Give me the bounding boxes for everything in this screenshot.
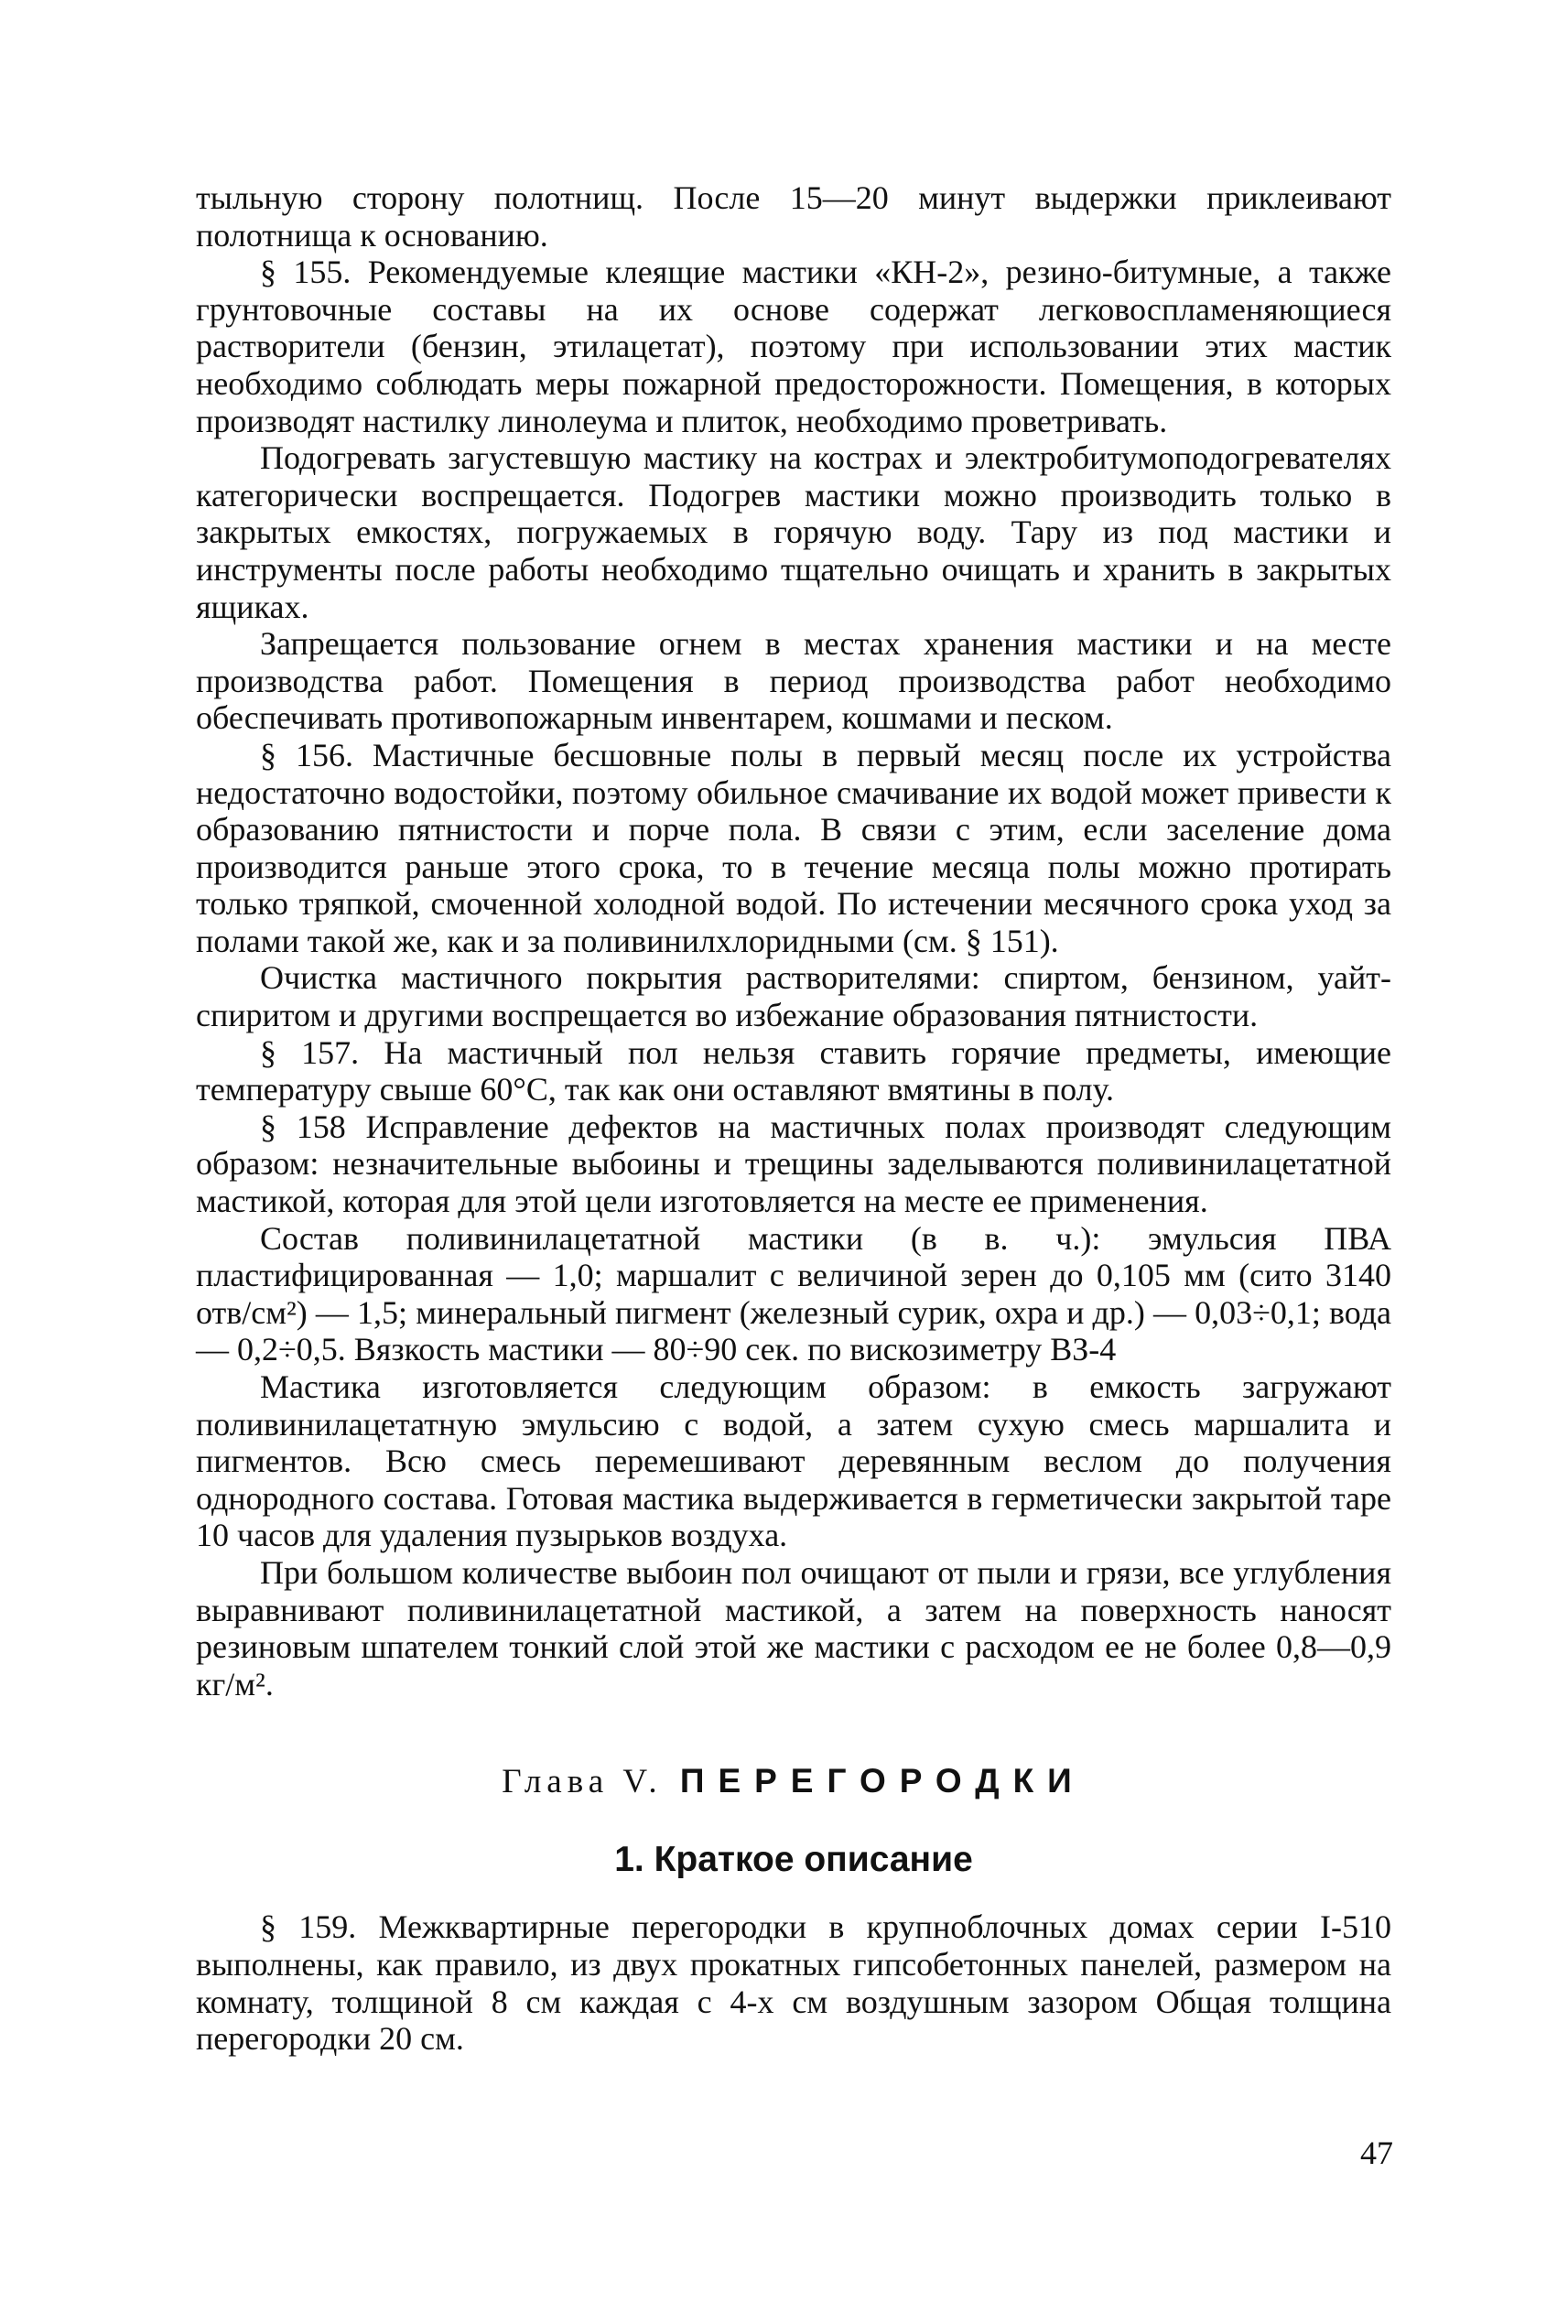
paragraph-159: § 159. Межквартирные перегородки в крупноблочных домах серии I-510 выполнены, как правило, из двух прокатных гипсобетонных панелей, размером на комнату, толщиной 8 см каждая с 4-х см воздушным зазором Общая толщина перегородки 20 см. [196, 1908, 1391, 2058]
chapter-label: Глава V. [502, 1763, 663, 1801]
text-column [196, 179, 1391, 2058]
paragraph-156: § 156. Мастичные бесшовные полы в первый месяц после их устройства недостаточно водостойки, поэтому обильное смачивание их водой может привести к образованию пятнистости и порче пола. В связи с этим, если заселение дома производится раньше этого срока, то в течение месяца полы можно протирать только тряпкой, смоченной холодной водой. По истечении месячного срока уход за полами такой же, как и за поливинилхлоридными (см. § 151). [196, 736, 1391, 959]
paragraph-repair-procedure: При большом количестве выбоин пол очищают от пыли и грязи, все углубления выравнивают поливинилацетатной мастикой, а затем на поверхность наносят резиновым шпателем тонкий слой этой же мастики с расходом ее не более 0,8—0,9 кг/м². [196, 1553, 1391, 1702]
chapter-heading [196, 1761, 1391, 1802]
paragraph-mastic-preparation: Мастика изготовляется следующим образом: в емкость загружают поливинилацетатную эмульсию с водой, а затем сухую смесь маршалита и пигментов. Всю смесь перемешивают деревянным веслом до получения однородного состава. Готовая мастика выдерживается в герметически закрытой таре 10 часов для удаления пузырьков воздуха. [196, 1368, 1391, 1554]
chapter-title: ПЕРЕГОРОДКИ [679, 1762, 1086, 1800]
paragraph-158: § 158 Исправление дефектов на мастичных полах производят следующим образом: незначительные выбоины и трещины заделываются поливинилацетатной мастикой, которая для этой цели изготовляется на месте ее применения. [196, 1108, 1391, 1220]
paragraph-continuation: тыльную сторону полотнищ. После 15—20 минут выдержки приклеивают полотнища к основанию. [196, 179, 1391, 254]
section-heading: 1. Краткое описание [614, 1840, 973, 1880]
page-number: 47 [1360, 2135, 1393, 2171]
paragraph-155: § 155. Рекомендуемые клеящие мастики «КН-2», резино-битумные, а также грунтовочные составы на их основе содержат легковоспламеняющиеся растворители (бензин, этилацетат), поэтому при использовании этих мастик необходимо соблюдать меры пожарной предосторожности. Помещения, в которых производят настилку линолеума и плиток, необходимо проветривать. [196, 254, 1391, 439]
paragraph-157: § 157. На мастичный пол нельзя ставить горячие предметы, имеющие температуру свыше 60°С, так как они оставляют вмятины в полу. [196, 1033, 1391, 1108]
paragraph-solvent-cleaning: Очистка мастичного покрытия растворителями: спиртом, бензином, уайт-спиритом и другими воспрещается во избежание образования пятнистости. [196, 959, 1391, 1034]
paragraph-mastic-composition: Состав поливинилацетатной мастики (в в. ч.): эмульсия ПВА пластифицированная — 1,0; маршалит с величиной зерен до 0,105 мм (сито 3140 отв/см²) — 1,5; минеральный пигмент (железный сурик, охра и др.) — 0,03÷0,1; вода — 0,2÷0,5. Вязкость мастики — 80÷90 сек. по вискозиметру ВЗ-4 [196, 1219, 1391, 1368]
paragraph-heating-prohibition: Подогревать загустевшую мастику на кострах и электробитумоподогревателях категорически воспрещается. Подогрев мастики можно производить только в закрытых емкостях, погружаемых в горячую воду. Тару из под мастики и инструменты после работы необходимо тщательно очищать и хранить в закрытых ящиках. [196, 439, 1391, 625]
paragraph-fire-safety: Запрещается пользование огнем в местах хранения мастики и на месте производства работ. Помещения в период производства работ необходимо обеспечивать противопожарным инвентарем, кошмами и песком. [196, 625, 1391, 737]
